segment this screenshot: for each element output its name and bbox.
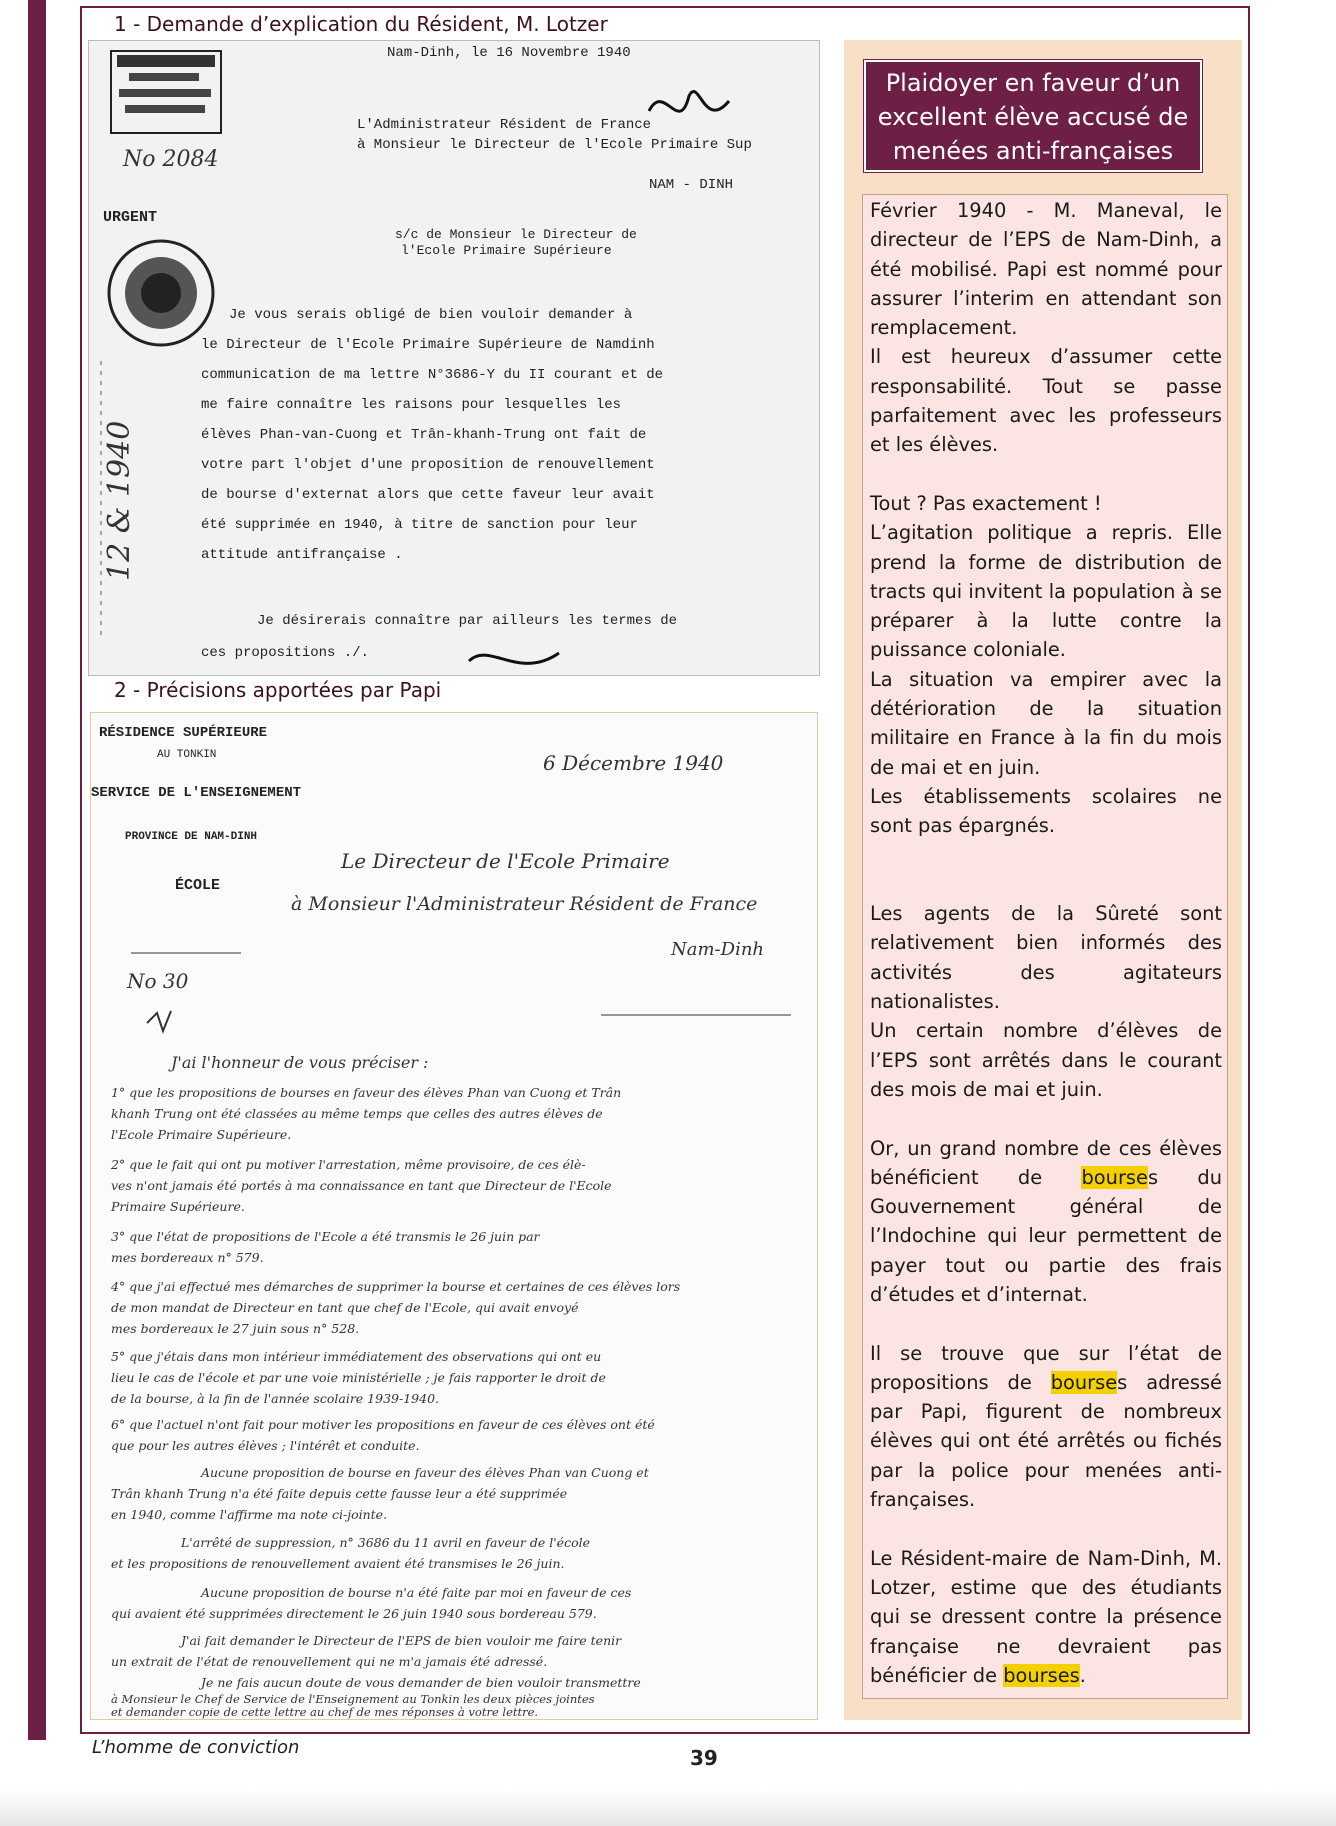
doc2-address-line: à Monsieur l'Administrateur Résident de France (291, 893, 758, 915)
doc2-caption: 2 - Précisions apportées par Papi (114, 678, 442, 702)
doc1-body-line: me faire connaître les raisons pour lesquelles les (201, 397, 622, 413)
page-number: 39 (690, 1746, 718, 1770)
sidebar-title (864, 60, 1202, 172)
doc2-hand-line: 1° que les propositions de bourses en faveur des élèves Phan van Cuong et Trân (111, 1085, 622, 1100)
doc1-city: NAM - DINH (649, 177, 734, 193)
sidebar-title-line: menées anti-françaises (892, 137, 1174, 165)
doc2-address-line: Nam-Dinh (671, 939, 765, 960)
doc2-hand-line: 2° que le fait qui ont pu motiver l'arrestation, même provisoire, de ces élè- (111, 1157, 586, 1172)
doc2-hand-line: et les propositions de renouvellement avaient été transmises le 26 juin. (111, 1556, 565, 1571)
doc1-body-line: Je vous serais obligé de bien vouloir demander à (229, 307, 633, 323)
paragraph: Il est heureux d’assumer cette responsabilité. Tout se passe parfaitement avec les professeurs et les élèves. (870, 345, 1222, 457)
doc1-recipient: à Monsieur le Directeur de l'Ecole Primaire Sup (357, 137, 752, 153)
doc2-hand-line: 6° que l'actuel n'ont fait pour motiver les propositions en faveur de ces élèves ont été (111, 1417, 655, 1432)
paragraph (870, 1134, 1222, 1310)
sidebar-title-line: Plaidoyer en faveur d’un (885, 69, 1181, 97)
paragraph (870, 1544, 1222, 1690)
doc2-hand-line: Je ne fais aucun doute de vous demander de bien vouloir transmettre (201, 1675, 641, 1690)
doc2-hand-line: et demander copie de cette lettre au chef de mes réponses à votre lettre. (111, 1705, 539, 1719)
doc1-body-line: le Directeur de l'Ecole Primaire Supérieure de Namdinh (201, 337, 655, 353)
doc2-hand-line: khanh Trung ont été classées au même temps que celles des autres élèves de (111, 1106, 603, 1121)
paragraph: Février 1940 - M. Maneval, le directeur de l’EPS de Nam-Dinh, a été mobilisé. Papi est nommé pour assurer l’interim en attendant son remplacement. (870, 199, 1222, 340)
doc2-hand-line: Trân khanh Trung n'a été faite depuis cette fausse leur a été supprimée (111, 1486, 568, 1501)
doc1-body-line: attitude antifrançaise . (201, 547, 403, 563)
doc2-address-line: Le Directeur de l'Ecole Primaire (341, 849, 670, 873)
paragraph: L’agitation politique a repris. Elle prend la forme de distribution de tracts qui invitent la population à se préparer à la lutte contre la puissance coloniale. (870, 521, 1222, 662)
svg-text:12 & 1940: 12 & 1940 (102, 420, 137, 581)
text-run: . (1079, 1663, 1086, 1687)
doc2-hand-line: à Monsieur le Chef de Service de l'Enseignement au Tonkin les deux pièces jointes (111, 1692, 595, 1706)
doc2-hand-line: J'ai fait demander le Directeur de l'EPS de bien vouloir me faire tenir (181, 1633, 622, 1648)
doc2-letterhead-line: RÉSIDENCE SUPÉRIEURE (99, 725, 268, 741)
paragraph: Un certain nombre d’élèves de l’EPS sont arrêtés dans le courant des mois de mai et juin. (870, 1019, 1222, 1101)
doc2-scan (90, 712, 818, 1720)
text-run: Le Résident-maire de Nam-Dinh, M. Lotzer, estime que des étudiants qui se dressent contre la présence française ne devraient pas bénéficier de (870, 1546, 1222, 1687)
text-run: s adressé par Papi, figurent de nombreux élèves qui ont été arrêtés ou fichés par la police pour menées anti-françaises. (870, 1370, 1222, 1512)
doc2-hand-line: Aucune proposition de bourse n'a été faite par moi en faveur de ces (201, 1585, 632, 1600)
doc1-date: Nam-Dinh, le 16 Novembre 1940 (387, 45, 631, 61)
doc1-reference: No 2084 (123, 147, 219, 172)
doc2-letterhead-line: PROVINCE DE NAM-DINH (125, 831, 258, 843)
text-run: Il se trouve que sur l’état de propositions de (870, 1341, 1222, 1394)
highlighted-word: bourse (1081, 1165, 1148, 1189)
doc1-body-line: de bourse d'externat alors que cette faveur leur avait (201, 487, 655, 503)
doc2-hand-line: 5° que j'étais dans mon intérieur immédiatement des observations qui ont eu (111, 1349, 602, 1364)
paragraph: Les agents de la Sûreté sont relativement bien informés des activités des agitateurs nationalistes. (870, 902, 1222, 1014)
doc2-hand-line: de mon mandat de Directeur en tant que chef de l'Ecole, qui avait envoyé (111, 1300, 579, 1315)
doc1-caption: 1 - Demande d’explication du Résident, M. Lotzer (114, 12, 608, 36)
doc1-body-line: été supprimée en 1940, à titre de sanction pour leur (201, 517, 638, 533)
doc1-urgent-stamp: URGENT (103, 209, 158, 226)
bottom-shadow (0, 1790, 1336, 1826)
doc1-body-line: votre part l'objet d'une proposition de renouvellement (201, 457, 655, 473)
highlighted-word: bourse (1050, 1370, 1118, 1394)
paragraph (870, 1339, 1222, 1515)
paragraph: Les établissements scolaires ne sont pas épargnés. (870, 784, 1222, 838)
doc2-hand-line: lieu le cas de l'école et par une voie ministérielle ; je fais rapporter le droit de (111, 1370, 606, 1385)
doc1-closing-line: ces propositions ./. (201, 645, 370, 661)
doc2-hand-line: L'arrêté de suppression, n° 3686 du 11 avril en faveur de l'école (181, 1535, 591, 1550)
footer-book-title: L’homme de conviction (92, 1737, 300, 1758)
doc2-hand-line: Aucune proposition de bourse en faveur des élèves Phan van Cuong et (201, 1465, 649, 1480)
doc2-hand-line: Primaire Supérieure. (111, 1199, 245, 1214)
doc2-hand-line: en 1940, comme l'affirme ma note ci-jointe. (111, 1507, 388, 1522)
doc2-hand-line: mes bordereaux n° 579. (111, 1250, 264, 1265)
doc1-closing-line: Je désirerais connaître par ailleurs les termes de (257, 613, 678, 629)
doc2-hand-line: un extrait de l'état de renouvellement qui ne m'a jamais été adressé. (111, 1654, 548, 1669)
doc1-via-line: s/c de Monsieur le Directeur de (395, 227, 637, 242)
doc2-letterhead-line: ÉCOLE (175, 877, 221, 894)
paragraph: La situation va empirer avec la détérioration de la situation militaire en France à la fin du mois de mai et en juin. (870, 667, 1222, 779)
doc2-hand-line: que pour les autres élèves ; l'intérêt et conduite. (111, 1438, 420, 1453)
highlighted-word: bourses (1003, 1663, 1080, 1687)
doc1-via-line: l'Ecole Primaire Supérieure (401, 243, 612, 258)
sidebar-body (870, 196, 1222, 1690)
doc2-salutation: J'ai l'honneur de vous préciser : (171, 1053, 429, 1072)
left-margin-bar (28, 0, 46, 1740)
doc2-letterhead-line: AU TONKIN (157, 749, 217, 761)
doc2-hand-line: ves n'ont jamais été portés à ma connaissance en tant que Directeur de l'Ecole (111, 1178, 612, 1193)
doc2-hand-line: 4° que j'ai effectué mes démarches de supprimer la bourse et certaines de ces élèves lors (111, 1279, 681, 1294)
doc2-number: No 30 (127, 969, 189, 993)
doc1-scan (88, 40, 820, 676)
doc1-body-line: communication de ma lettre N°3686-Y du II courant et de (201, 367, 664, 383)
doc1-sender: L'Administrateur Résident de France (357, 117, 652, 133)
signature-scribble (649, 92, 729, 112)
doc1-body-line: élèves Phan-van-Cuong et Trân-khanh-Trung ont fait de (201, 427, 647, 443)
doc2-hand-line: l'Ecole Primaire Supérieure. (111, 1127, 292, 1142)
doc2-hand-line: de la bourse, à la fin de l'année scolaire 1939-1940. (111, 1391, 440, 1406)
doc2-hand-line: mes bordereaux le 27 juin sous n° 528. (111, 1321, 360, 1336)
doc2-hand-line: qui avaient été supprimées directement le 26 juin 1940 sous bordereau 579. (111, 1606, 597, 1621)
text-run: Or, un grand nombre de ces élèves bénéficient de (870, 1136, 1222, 1189)
doc2-hand-line: 3° que l'état de propositions de l'Ecole a été transmis le 26 juin par (111, 1229, 540, 1244)
text-run: s du Gouvernement général de l’Indochine qui leur permettent de payer tout ou partie des frais d’études et d’internat. (870, 1165, 1222, 1306)
doc2-date: 6 Décembre 1940 (543, 751, 724, 775)
doc2-letterhead-line: SERVICE DE L'ENSEIGNEMENT (91, 785, 302, 801)
paragraph: Tout ? Pas exactement ! (870, 491, 1102, 515)
sidebar-title-line: excellent élève accusé de (877, 103, 1189, 131)
